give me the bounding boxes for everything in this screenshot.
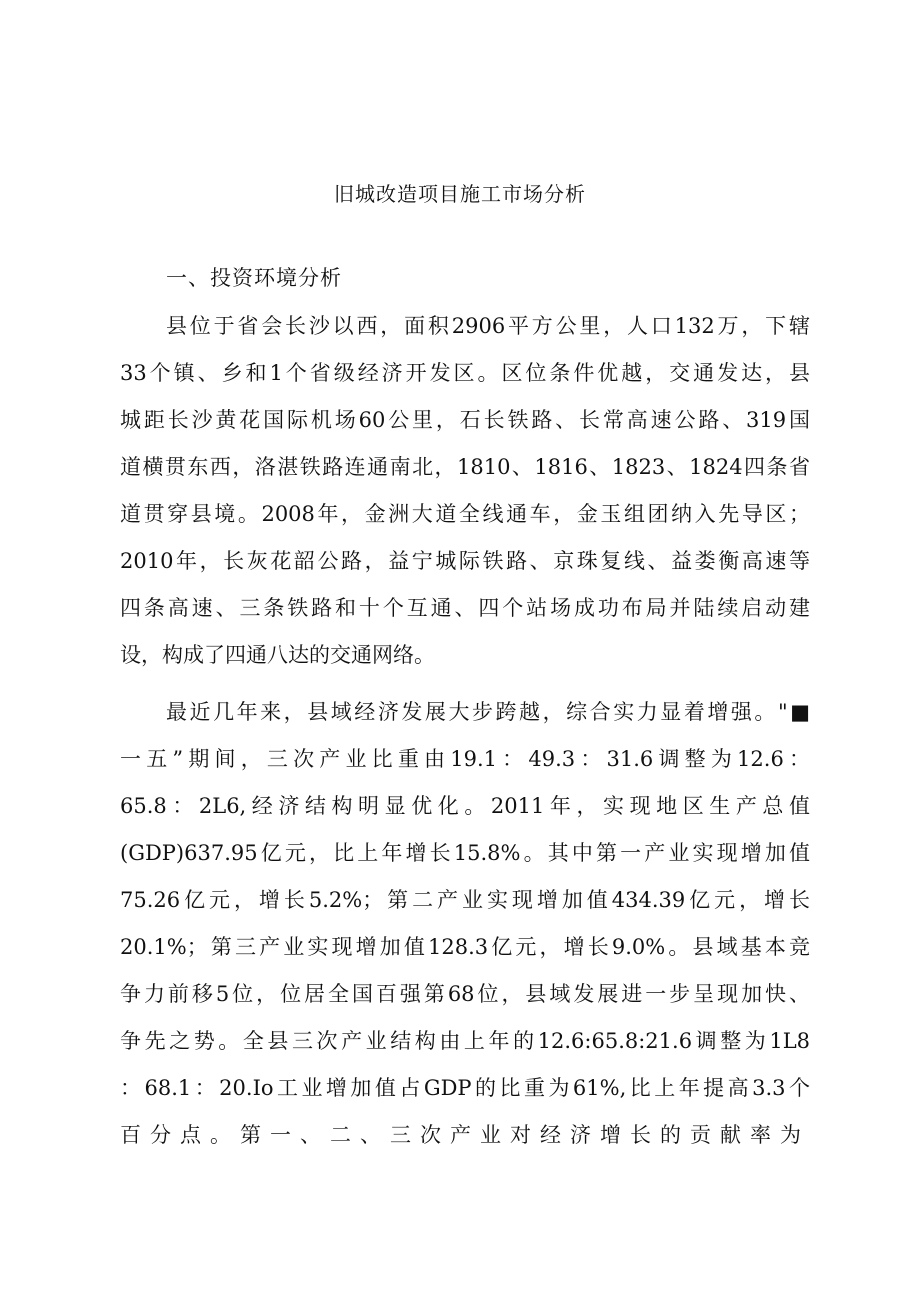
paragraph-2-line: 65.8：2L6,经济结构明显优化。2011年，实现地区生产总值 — [120, 794, 810, 818]
paragraph-2-line: 一五”期间，三次产业比重由19.1：49.3：31.6调整为12.6： — [120, 747, 810, 771]
paragraph-1-line: 道贯穿县境。2008年，金洲大道全线通车，金玉组团纳入先导区； — [120, 502, 810, 526]
paragraph-2-line: 百分点。第一、二、三次产业对经济增长的贡献率为 — [120, 1123, 810, 1147]
paragraph-1-line: 县位于省会长沙以西，面积2906平方公里，人口132万，下辖 — [166, 314, 810, 338]
document-title: 旧城改造项目施工市场分析 — [334, 182, 586, 206]
section-heading: 一、投资环境分析 — [166, 266, 342, 290]
paragraph-2-line: 20.1%；第三产业实现增加值128.3亿元，增长9.0%。县域基本竞 — [120, 935, 810, 959]
paragraph-2-line: (GDP)637.95亿元，比上年增长15.8%。其中第一产业实现增加值 — [120, 841, 810, 865]
paragraph-1-line: 33个镇、乡和1个省级经济开发区。区位条件优越，交通发达，县 — [120, 361, 810, 385]
paragraph-2-line: 争力前移5位，位居全国百强第68位，县域发展进一步呈现加快、 — [120, 982, 810, 1006]
paragraph-2-line: 75.26亿元，增长5.2%；第二产业实现增加值434.39亿元，增长 — [120, 888, 810, 912]
paragraph-2-line: 争先之势。全县三次产业结构由上年的12.6:65.8:21.6调整为1L8 — [120, 1029, 810, 1053]
paragraph-2-line: 最近几年来，县域经济发展大步跨越，综合实力显着增强。"■ — [166, 700, 810, 724]
paragraph-1-line: 城距长沙黄花国际机场60公里，石长铁路、长常高速公路、319国 — [120, 408, 810, 432]
paragraph-1-line: 四条高速、三条铁路和十个互通、四个站场成功布局并陆续启动建 — [120, 596, 810, 620]
paragraph-1-line: 2010年，长灰花韶公路，益宁城际铁路、京珠复线、益娄衡高速等 — [120, 549, 810, 573]
paragraph-2-line: ：68.1：20.Io工业增加值占GDP的比重为61%,比上年提高3.3个 — [120, 1076, 810, 1100]
paragraph-1-line: 设，构成了四通八达的交通网络。 — [120, 643, 435, 667]
paragraph-1-line: 道横贯东西，洛湛铁路连通南北，1810、1816、1823、1824四条省 — [120, 455, 810, 479]
